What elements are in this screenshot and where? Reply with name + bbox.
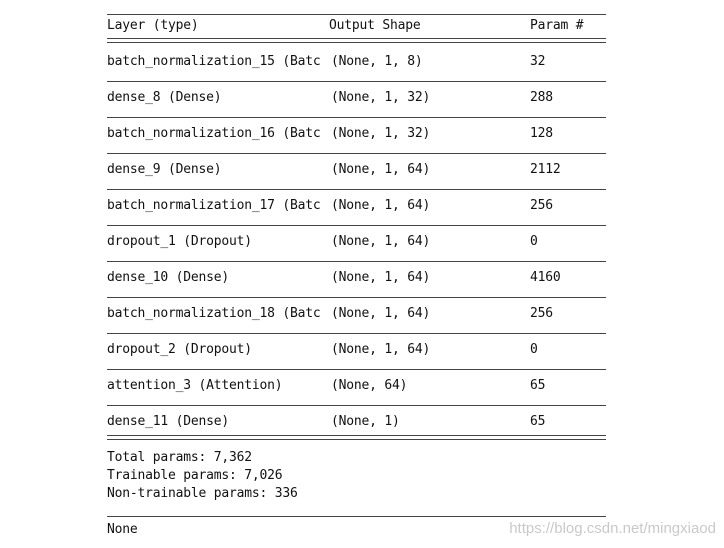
row-output-shape: (None, 1, 64) [331,198,431,213]
row-divider [107,405,606,406]
row-divider [107,297,606,298]
row-divider [107,153,606,154]
row-param-count: 4160 [530,270,561,285]
row-divider [107,81,606,82]
header-divider [107,38,606,43]
trainable-params: Trainable params: 7,026 [107,468,283,483]
row-layer-name: dropout_2 (Dropout) [107,342,252,357]
footer-divider [107,516,606,517]
row-layer-name: dense_8 (Dense) [107,90,222,105]
watermark: https://blog.csdn.net/mingxiaod [509,520,716,537]
row-layer-name: batch_normalization_16 (Batc [107,126,321,141]
row-output-shape: (None, 64) [331,378,408,393]
row-layer-name: dense_10 (Dense) [107,270,230,285]
row-param-count: 0 [530,234,538,249]
row-param-count: 2112 [530,162,561,177]
row-output-shape: (None, 1, 64) [331,162,431,177]
row-param-count: 288 [530,90,553,105]
row-layer-name: dense_9 (Dense) [107,162,222,177]
row-layer-name: attention_3 (Attention) [107,378,283,393]
row-divider [107,261,606,262]
row-output-shape: (None, 1, 64) [331,234,431,249]
non-trainable-params: Non-trainable params: 336 [107,486,298,501]
row-param-count: 0 [530,342,538,357]
row-output-shape: (None, 1) [331,414,400,429]
row-output-shape: (None, 1, 8) [331,54,423,69]
row-param-count: 65 [530,414,546,429]
row-param-count: 256 [530,198,553,213]
row-output-shape: (None, 1, 64) [331,306,431,321]
row-divider [107,225,606,226]
row-divider [107,117,606,118]
row-layer-name: dropout_1 (Dropout) [107,234,252,249]
row-divider [107,333,606,334]
row-output-shape: (None, 1, 32) [331,90,431,105]
top-divider [107,14,606,15]
row-divider [107,369,606,370]
row-param-count: 32 [530,54,546,69]
header-param-count: Param # [530,18,584,33]
row-divider [107,189,606,190]
header-layer-type: Layer (type) [107,18,199,33]
return-value: None [107,522,138,537]
row-layer-name: dense_11 (Dense) [107,414,230,429]
row-layer-name: batch_normalization_15 (Batc [107,54,321,69]
summary-divider [107,435,606,440]
row-param-count: 65 [530,378,546,393]
row-layer-name: batch_normalization_18 (Batc [107,306,321,321]
row-output-shape: (None, 1, 64) [331,342,431,357]
row-param-count: 256 [530,306,553,321]
row-output-shape: (None, 1, 64) [331,270,431,285]
total-params: Total params: 7,362 [107,450,252,465]
header-output-shape: Output Shape [329,18,421,33]
row-param-count: 128 [530,126,553,141]
row-output-shape: (None, 1, 32) [331,126,431,141]
row-layer-name: batch_normalization_17 (Batc [107,198,321,213]
